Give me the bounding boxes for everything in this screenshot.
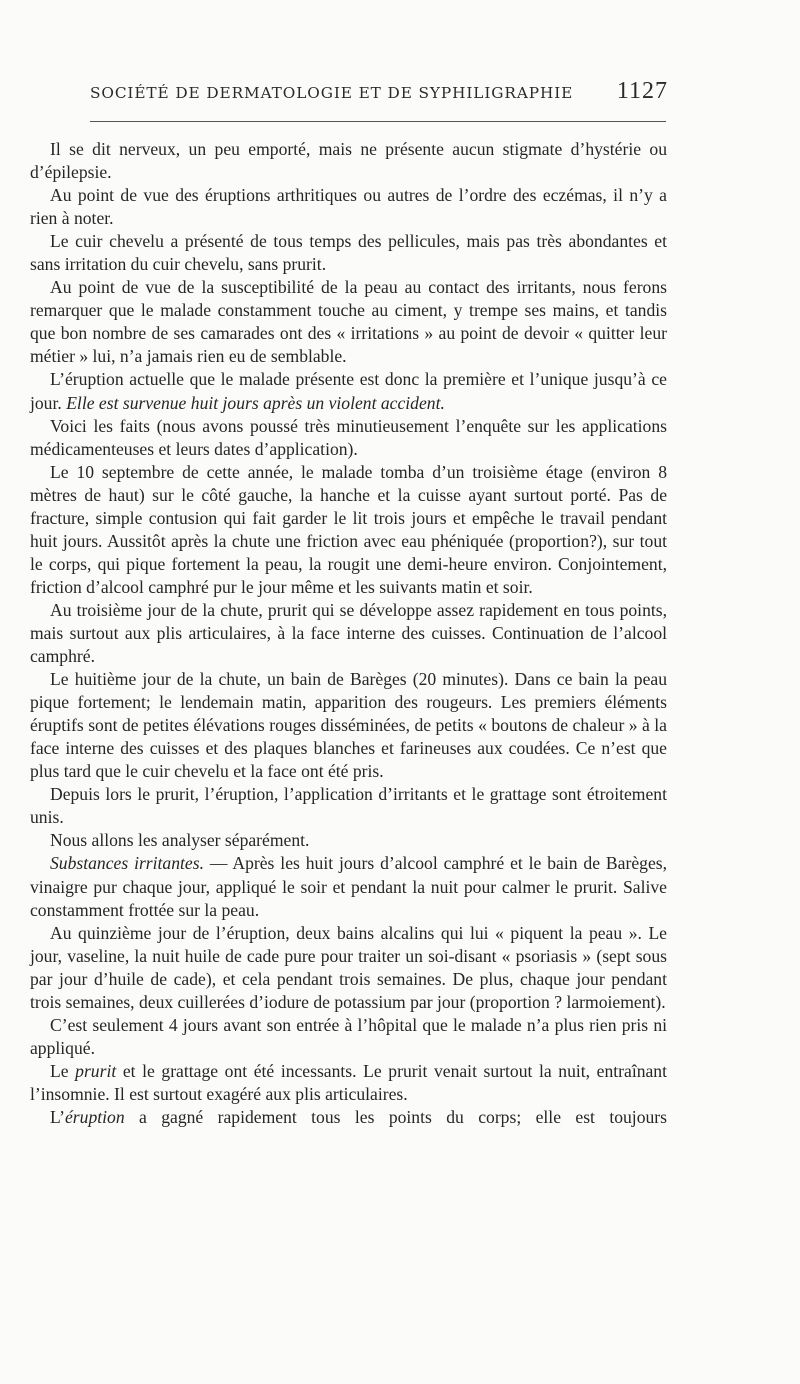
running-header [90,78,668,110]
paragraph: Au point de vue des éruptions arthritiques ou autres de l’ordre des eczémas, il n’y a rien à noter. [30,185,667,229]
italic-term: prurit [75,1060,117,1081]
paragraph: C’est seulement 4 jours avant son entrée à l’hôpital que le malade n’a plus rien pris ni appliqué. [30,1014,667,1058]
paragraph: Voici les faits (nous avons poussé très minutieusement l’enquête sur les applications médicamenteuses et leurs dates d’application). [30,415,667,459]
paragraph: Au point de vue de la susceptibilité de la peau au contact des irritants, nous ferons remarquer que le malade constamment touche au ciment, y trempe ses mains, et tandis que bon nombre de ses camarades ont des « irritations » au point de devoir « quitter leur métier » lui, n’a jamais rien eu de semblable. [30,277,667,367]
paragraph-before: Le [50,1060,76,1081]
paragraph [30,368,667,414]
header-rule [90,121,666,122]
paragraph-lead: L’éruption actuelle que le malade présente est donc la première et l’unique jusqu’à ce jour. [30,369,667,413]
paragraph: Il se dit nerveux, un peu emporté, mais ne présente aucun stigmate d’hystérie ou d’épilepsie. [30,139,667,183]
paragraph: Le cuir chevelu a présenté de tous temps des pellicules, mais pas très abondantes et sans irritation du cuir chevelu, sans prurit. [30,231,667,275]
body-text [30,138,667,1129]
paragraph [30,1106,667,1129]
paragraph [30,852,667,921]
paragraph-rest: a gagné rapidement tous les points du corps; elle est toujours [124,1106,667,1127]
paragraph-rest: et le grattage ont été incessants. Le prurit venait surtout la nuit, entraînant l’insomnie. Il est surtout exagéré aux plis articulaires. [30,1060,667,1104]
paragraph-rest: — Après les huit jours d’alcool camphré et le bain de Barèges, vinaigre pur chaque jour, appliqué le soir et pendant la nuit pour calmer le prurit. Salive constamment frottée sur la peau. [30,853,667,920]
section-heading: Substances irritantes. [50,853,204,874]
paragraph: Au troisième jour de la chute, prurit qui se développe assez rapidement en tous points, mais surtout aux plis articulaires, à la face interne des cuisses. Continuation de l’alcool camphré. [30,599,667,667]
running-title: SOCIÉTÉ DE DERMATOLOGIE ET DE SYPHILIGRAPHIE [90,84,574,102]
paragraph: Nous allons les analyser séparément. [50,830,310,851]
paragraph: Depuis lors le prurit, l’éruption, l’application d’irritants et le grattage sont étroitement unis. [30,784,667,828]
italic-phrase: Elle est survenue huit jours après un violent accident. [66,392,445,413]
paragraph: Au quinzième jour de l’éruption, deux bains alcalins qui lui « piquent la peau ». Le jour, vaseline, la nuit huile de cade pure pour traiter un soi-disant « psoriasis » (sept sous par jour d’huile de cade), et cela pendant trois semaines. De plus, chaque jour pendant trois semaines, deux cuillerées d’iodure de potassium par jour (proportion ? larmoiement). [30,922,667,1012]
paragraph: Le 10 septembre de cette année, le malade tomba d’un troisième étage (environ 8 mètres de haut) sur le côté gauche, la hanche et la cuisse ayant surtout porté. Pas de fracture, simple contusion qui fait garder le lit trois jours et empêche le travail pendant huit jours. Aussitôt après la chute une friction avec eau phéniquée (proportion?), sur tout le corps, qui pique fortement la peau, la rougit une demi-heure environ. Conjointement, friction d’alcool camphré pur le jour même et les suivants matin et soir. [30,461,667,597]
italic-term: éruption [65,1106,125,1127]
paragraph [30,1060,667,1106]
paragraph-before: L’ [50,1106,65,1127]
page-number: 1127 [616,78,668,104]
paragraph: Le huitième jour de la chute, un bain de Barèges (20 minutes). Dans ce bain la peau pique fortement; le lendemain matin, apparition des rougeurs. Les premiers éléments éruptifs sont de petites élévations rouges disséminées, de petits « boutons de chaleur » à la face interne des cuisses et des plaques blanches et farineuses aux coudées. Ce n’est que plus tard que le cuir chevelu et la face ont été pris. [30,669,667,782]
